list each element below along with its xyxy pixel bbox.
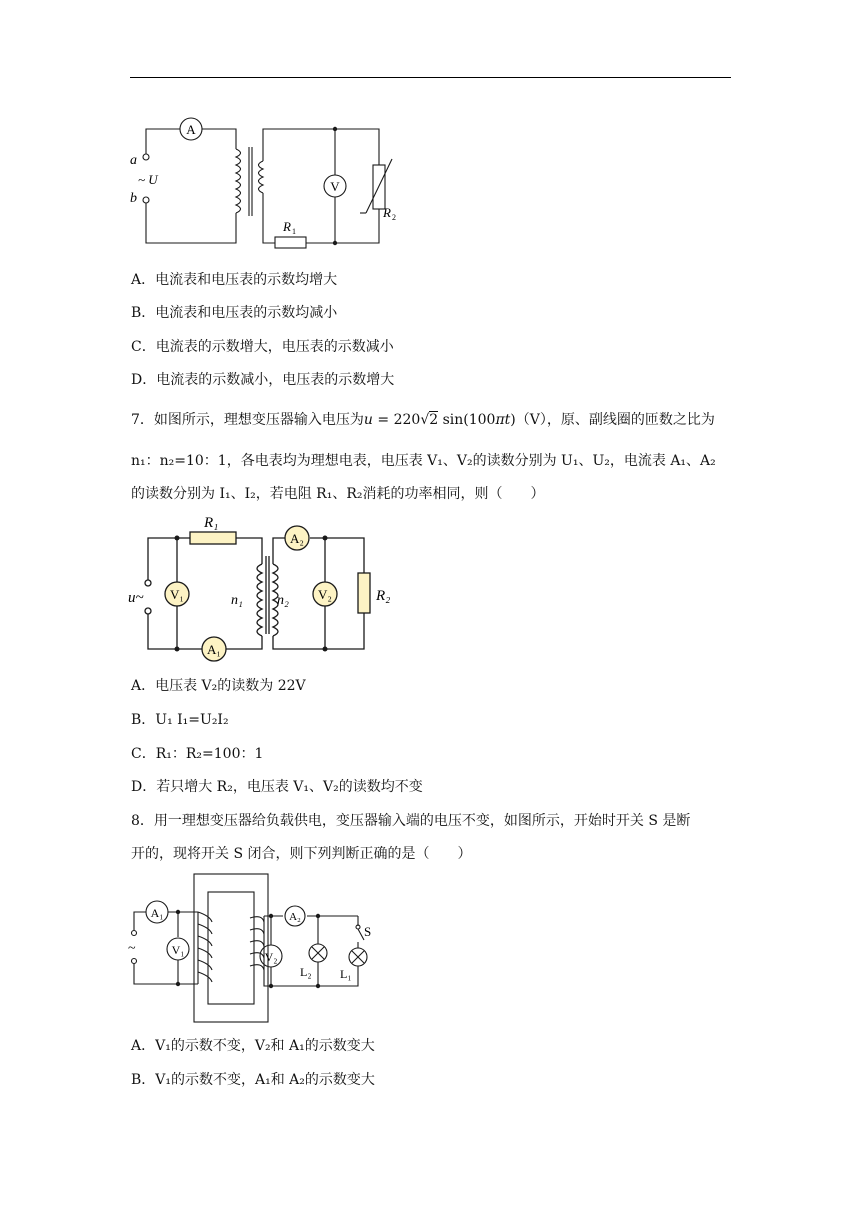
q6-source-label: ~ U xyxy=(138,172,158,187)
q8-l2-label: L₂ xyxy=(300,965,312,979)
q7-circuit-figure xyxy=(126,512,406,664)
q7-r2-label: R₂ xyxy=(376,588,391,604)
q8-l1-label: L₁ xyxy=(340,967,352,981)
q8-stem-line-1 xyxy=(131,811,690,831)
q6-terminal-b: b xyxy=(130,191,137,206)
q6-r2-sub: 2 xyxy=(392,213,396,222)
q8-stem-line-2: 开的，现将开关 S 闭合，则下列判断正确的是（ ） xyxy=(131,846,472,862)
q7-formula-close: ) xyxy=(510,412,516,428)
q7-formula-sin: sin(100 xyxy=(438,412,496,428)
q7-source-label: u~ xyxy=(128,590,144,606)
q7-number: 7． xyxy=(131,412,154,428)
q6-terminal-a: a xyxy=(130,153,137,168)
q8-circuit-figure xyxy=(126,872,396,1024)
q6-r2-label: R xyxy=(383,205,391,220)
q7-a2-label: A₂ xyxy=(290,531,304,546)
q7-r1-label: R₁ xyxy=(204,515,219,531)
q7-option-c: C．R₁：R₂=100：1 xyxy=(131,746,264,762)
q8-source-label: ~ xyxy=(128,941,136,956)
q6-option-a: A．电流表和电压表的示数均增大 xyxy=(131,272,338,288)
q8-v1-label: V₁ xyxy=(171,943,185,957)
q7-formula-u: u xyxy=(363,412,373,428)
q6-ammeter-label: A xyxy=(186,122,196,137)
q6-circuit-figure xyxy=(130,115,400,255)
q8-option-b: B．V₁的示数不变，A₁和 A₂的示数变大 xyxy=(131,1072,375,1088)
q7-option-d: D．若只增大 R₂，电压表 V₁、V₂的读数均不变 xyxy=(131,779,423,795)
q7-stem-1a: 如图所示，理想变压器输入电压为 xyxy=(153,412,364,428)
q7-v1-label: V₁ xyxy=(170,587,184,602)
q7-formula-sqrt: 2 xyxy=(429,412,439,428)
q8-a2-label: A₂ xyxy=(289,911,301,923)
q8-stem-1: 用一理想变压器给负载供电，变压器输入端的电压不变，如图所示，开始时开关 S 是断 xyxy=(153,813,691,829)
q7-stem-line-2: n₁：n₂=10：1，各电表均为理想电表，电压表 V₁、V₂的读数分别为 U₁、U₂，电流表 A₁、A₂ xyxy=(131,453,716,469)
q7-stem-1b: （V），原、副线圈的匝数之比为 xyxy=(515,412,715,428)
q7-sqrt-icon: √ xyxy=(420,412,430,428)
q8-number: 8． xyxy=(131,813,154,829)
q7-n1-label: n₁ xyxy=(231,593,243,608)
q6-option-c: C．电流表的示数增大，电压表的示数减小 xyxy=(131,339,394,355)
q6-voltmeter-label: V xyxy=(330,179,340,194)
q7-stem-line-1 xyxy=(131,410,715,430)
q6-option-d: D．电流表的示数减小，电压表的示数增大 xyxy=(131,372,395,388)
q7-formula-pi: πt xyxy=(495,412,511,428)
q8-a1-label: A₁ xyxy=(150,906,164,920)
header-rule xyxy=(130,77,731,78)
q7-n2-label: n₂ xyxy=(277,593,289,608)
q7-option-a: A．电压表 V₂的读数为 22V xyxy=(131,678,306,694)
q7-stem-line-3: 的读数分别为 I₁、I₂，若电阻 R₁、R₂消耗的功率相同，则（ ） xyxy=(131,486,545,502)
q7-a1-label: A₁ xyxy=(207,642,221,657)
q8-option-a: A．V₁的示数不变，V₂和 A₁的示数变大 xyxy=(131,1038,375,1054)
q8-switch-label: S xyxy=(364,924,372,939)
q6-r1-sub: 1 xyxy=(292,227,296,236)
q7-v2-label: V₂ xyxy=(318,587,332,602)
q7-formula-eq: = 220 xyxy=(372,412,421,428)
q7-option-b: B．U₁ I₁=U₂I₂ xyxy=(131,712,229,728)
q6-r1-label: R xyxy=(283,219,291,234)
q6-option-b: B．电流表和电压表的示数均减小 xyxy=(131,305,338,321)
q8-v2-label: V₂ xyxy=(264,950,278,964)
